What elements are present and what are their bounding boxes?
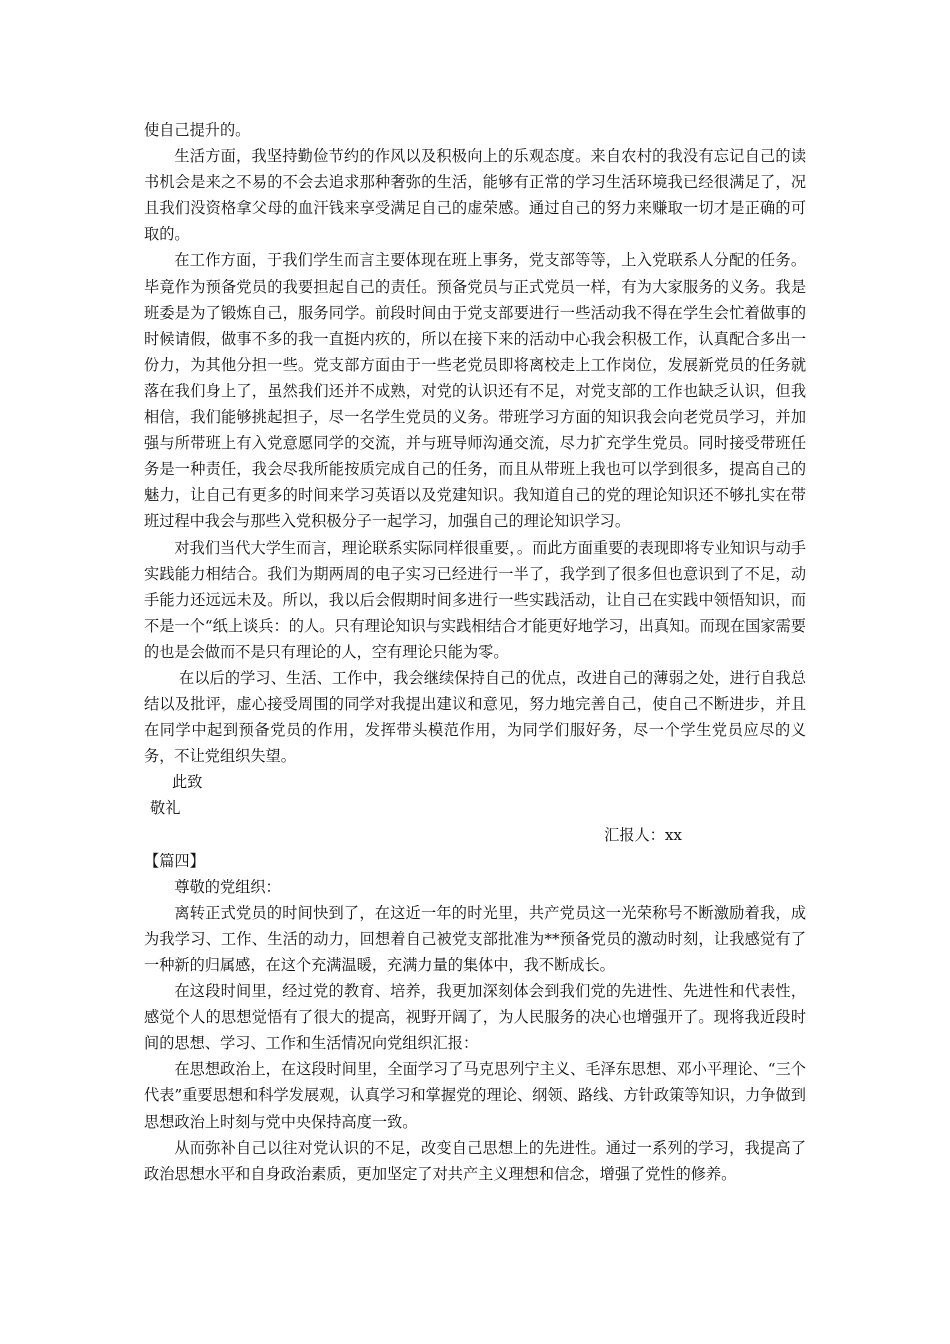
- greeting-line: 尊敬的党组织：: [174, 877, 281, 896]
- document-page: [144, 117, 806, 1187]
- paragraph-politics: 在思想政治上，在这段时间里，全面学习了马克思列宁主义、毛泽东思想、邓小平理论、“三个代表”重要思想和科学发展观，认真学习和掌握党的理论、纲领、路线、方针政策等知识，力争做到思想政治上时刻与党中央保持高度一致。: [144, 1060, 806, 1131]
- salute-line: 敬礼: [150, 799, 181, 818]
- closing-line: 此致: [172, 773, 203, 792]
- paragraph-intro: 离转正式党员的时间快到了，在这近一年的时光里，共产党员这一光荣称号不断激励着我，成为我学习、工作、生活的动力，回想着自己被党支部批准为**预备党员的激动时刻，让我感觉有了一种新的归属感，在这个充满温暖，充满力量的集体中，我不断成长。: [144, 903, 806, 974]
- section-title: 【篇四】: [144, 851, 205, 870]
- paragraph-work: 在工作方面，于我们学生而言主要体现在班上事务，党支部等等，上入党联系人分配的任务。毕竟作为预备党员的我要担起自己的责任。预备党员与正式党员一样，有为大家服务的义务。我是班委是为了锻炼自己，服务同学。前段时间由于党支部要进行一些活动我不得在学生会忙着做事的时候请假，做事不多的我一直挺内疚的，所以在接下来的活动中心我会积极工作，认真配合多出一份力，为其他分担一些。党支部方面由于一些老党员即将离校走上工作岗位，发展新党员的任务就落在我们身上了，虽然我们还并不成熟，对党的认识还有不足，对党支部的工作也缺乏认识，但我相信，我们能够挑起担子，尽一名学生党员的义务。带班学习方面的知识我会向老党员学习，并加强与所带班上有入党意愿同学的交流，并与班导师沟通交流，尽力扩充学生党员。同时接受带班任务是一种责任，我会尽我所能按质完成自己的任务，而且从带班上我也可以学到很多，提高自己的魅力，让自己有更多的时间来学习英语以及党建知识。我知道自己的党的理论知识还不够扎实在带班过程中我会与那些入党积极分子一起学习，加强自己的理论知识学习。: [144, 251, 806, 531]
- paragraph-future: 在以后的学习、生活、工作中，我会继续保持自己的优点，改进自己的薄弱之处，进行自我总结以及批评，虚心接受周围的同学对我提出建议和意见，努力地完善自己，使自己不断进步，并且在同学中起到预备党员的作用，发挥带头模范作用，为同学们服好务，尽一个学生党员应尽的义务，不让党组织失望。: [144, 668, 806, 766]
- top-fragment: 使自己提升的。: [144, 121, 251, 139]
- signer-line: 汇报人：xx: [604, 825, 682, 844]
- paragraph-practice: 对我们当代大学生而言，理论联系实际同样很重要，。而此方面重要的表现即将专业知识与动手实践能力相结合。我们为期两周的电子实习已经进行一半了，我学到了很多但也意识到了不足，动手能力还远远未及。所以，我以后会假期时间多进行一些实践活动，让自己在实践中领悟知识，而不是一个“纸上谈兵：的人。只有理论知识与实践相结合才能更好地学习，出真知。而现在国家需要的也是会做而不是只有理论的人，空有理论只能为零。: [144, 538, 806, 661]
- paragraph-progress: 在这段时间里，经过党的教育、培养，我更加深刻体会到我们党的先进性、先进性和代表性，感觉个人的思想觉悟有了很大的提高，视野开阔了，为人民服务的决心也增强开了。现将我近段时间的思想、学习、工作和生活情况向党组织汇报：: [144, 982, 806, 1053]
- paragraph-life: 生活方面，我坚持勤俭节约的作风以及积极向上的乐观态度。来自农村的我没有忘记自己的读书机会是来之不易的不会去追求那种奢弥的生活，能够有正常的学习生活环境我已经很满足了，况且我们没资格拿父母的血汗钱来享受满足自己的虚荣感。通过自己的努力来赚取一切才是正确的可取的。: [144, 147, 806, 244]
- paragraph-improvement: 从而弥补自己以往对党认识的不足，改变自己思想上的先进性。通过一系列的学习，我提高了政治思想水平和自身政治素质，更加坚定了对共产主义理想和信念，增强了党性的修养。: [144, 1138, 806, 1183]
